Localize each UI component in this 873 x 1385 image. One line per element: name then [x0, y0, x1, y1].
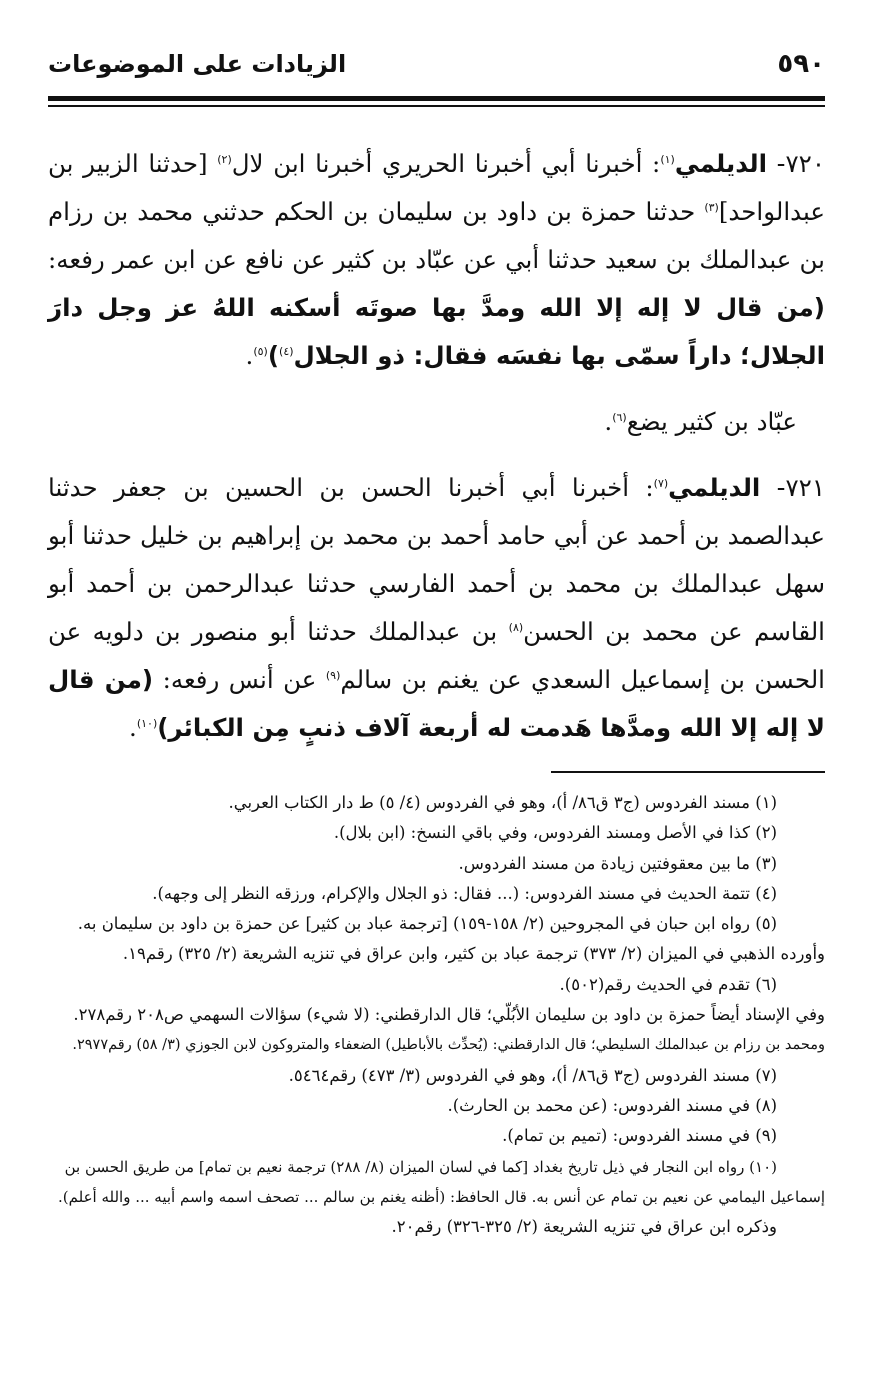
- main-text: [48, 140, 825, 770]
- footnote-continuation: ومحمد بن رزام بن عبدالملك السليطي؛ قال الدارقطني: (يُحدِّث بالأباطيل) الضعفاء والمتروكون لابن الجوزي (٣/ ٥٨) رقم٢٩٧٧.: [72, 1037, 825, 1054]
- footnote-continuation: إسماعيل اليمامي عن نعيم بن تمام عن أنس به. قال الحافظ: (أظنه يغنم بن سالم ... تصحف اسمه واسم أبيه ... والله أعلم).: [58, 1187, 825, 1206]
- footnote-separator: [551, 771, 825, 773]
- footnote-ref: (٤): [279, 344, 294, 358]
- footnote-ref: (١٠): [136, 716, 158, 730]
- entry-number: ٧٢١-: [760, 473, 825, 502]
- footnote: (٥) رواه ابن حبان في المجروحين (٢/ ١٥٨-١٥٩) [ترجمة عباد بن كثير] عن حمزة بن داود بن سليمان به.: [77, 914, 777, 934]
- source-name: الديلمي: [674, 149, 767, 178]
- footnote-continuation: وأورده الذهبي في الميزان (٢/ ٣٧٣) ترجمة عباد بن كثير، وابن عراق في تنزيه الشريعة (٢/ ٣٢٥) رقم١٩.: [122, 944, 825, 964]
- header-rule-thin: [48, 105, 825, 107]
- footnote: (١) مسند الفردوس (ج٣ ق٨٦/ أ)، وهو في الفردوس (٤/ ٥) ط دار الكتاب العربي.: [228, 793, 777, 812]
- isnad-text: عن أنس رفعه:: [153, 665, 326, 694]
- entry-number: ٧٢٠-: [767, 149, 825, 178]
- hadith-text: (من قال لا إله إلا الله ومدَّ بها صوتَه أسكنه اللهُ عز وجل دارَ الجلال؛ داراً سمّى بها نفسَه فقال: ذو الجلال: [48, 293, 825, 370]
- footnote-ref: (١): [660, 152, 675, 166]
- isnad-text: : أخبرنا أبي أخبرنا الحريري أخبرنا ابن لال: [231, 149, 661, 178]
- header-rule-thick: [48, 96, 825, 101]
- period: .: [245, 341, 254, 370]
- period: .: [604, 407, 613, 436]
- footnote: (٣) ما بين معقوفتين زيادة من مسند الفردوس.: [458, 853, 777, 873]
- hadith-text: (من قال لا إله إلا الله ومدَّها هَدمت له أربعة آلاف ذنبٍ مِن الكبائر): [48, 665, 825, 742]
- source-name: الديلمي: [668, 473, 761, 502]
- isnad-text: : أخبرنا أبي أخبرنا الحسن بن الحسين بن جعفر حدثنا عبدالصمد بن أحمد عن أبي حامد أحمد بن محمد بن إبراهيم بن خليل حدثنا أبو سهل عبدالملك بن محمد بن أحمد الفارسي حدثنا عبدالرحمن بن أحمد أبو القاسم عن محمد بن الحسن: [48, 473, 825, 646]
- footnote: (٢) كذا في الأصل ومسند الفردوس، وفي باقي النسخ: (ابن بلال).: [333, 823, 777, 843]
- footnote-ref: (٨): [508, 620, 524, 634]
- running-title: الزيادات على الموضوعات: [48, 50, 347, 78]
- narrator-note-text: عبّاد بن كثير يضع: [626, 407, 797, 436]
- footnote: (٩) في مسند الفردوس: (تميم بن تمام).: [502, 1126, 777, 1146]
- footnote: وذكره ابن عراق في تنزيه الشريعة (٢/ ٣٢٥-٣٢٦) رقم٢٠.: [391, 1217, 777, 1237]
- footnote-ref: (٢): [217, 152, 232, 166]
- footnote: (٤) تتمة الحديث في مسند الفردوس: (... فقال: ذو الجلال والإكرام، ورزقه النظر إلى وجهه).: [152, 883, 777, 903]
- footnote-ref: (٩): [325, 668, 341, 682]
- period: .: [129, 713, 137, 742]
- footnote: (٧) مسند الفردوس (ج٣ ق٨٦/ أ)، وهو في الفردوس (٣/ ٤٧٣) رقم٥٤٦٤.: [288, 1065, 777, 1085]
- footnote: (١٠) رواه ابن النجار في ذيل تاريخ بغداد [كما في لسان الميزان (٨/ ٢٨٨) ترجمة نعيم بن تمام] من طريق الحسن بن: [64, 1157, 777, 1176]
- narrator-note: [48, 398, 825, 446]
- footnote-ref: (٥): [253, 344, 268, 358]
- footnote-ref: (٦): [612, 410, 627, 424]
- entry-721: [48, 464, 825, 752]
- isnad-text: بن عبدالملك حدثنا أبو منصور بن دلويه عن الحسن بن إسماعيل السعدي عن يغنم بن سالم: [48, 617, 825, 694]
- footnote: (٦) تقدم في الحديث رقم(٥٠٢).: [559, 974, 777, 994]
- footnotes: [48, 788, 825, 1242]
- hadith-text-end: ): [267, 341, 280, 370]
- footnote-ref: (٧): [653, 476, 669, 490]
- isnad-text: [حدثنا الزبير بن عبدالواحد]: [48, 149, 825, 226]
- footnote-ref: (٣): [704, 200, 719, 214]
- footnote-continuation: وفي الإسناد أيضاً حمزة بن داود بن سليمان الأبُلّي؛ قال الدارقطني: (لا شيء) سؤالات السهمي ص٢٠٨ رقم٢٧٨.: [73, 1005, 825, 1025]
- page-number: ٥٩٠: [777, 49, 825, 79]
- entry-720: [48, 140, 825, 380]
- isnad-text: حدثنا حمزة بن داود بن سليمان بن الحكم حدثني محمد بن رزام بن عبدالملك بن سعيد حدثنا أبي عن عبّاد بن كثير عن نافع عن ابن عمر رفعه:: [48, 197, 825, 274]
- page-header: [48, 44, 825, 92]
- footnote: (٨) في مسند الفردوس: (عن محمد بن الحارث).: [447, 1095, 777, 1115]
